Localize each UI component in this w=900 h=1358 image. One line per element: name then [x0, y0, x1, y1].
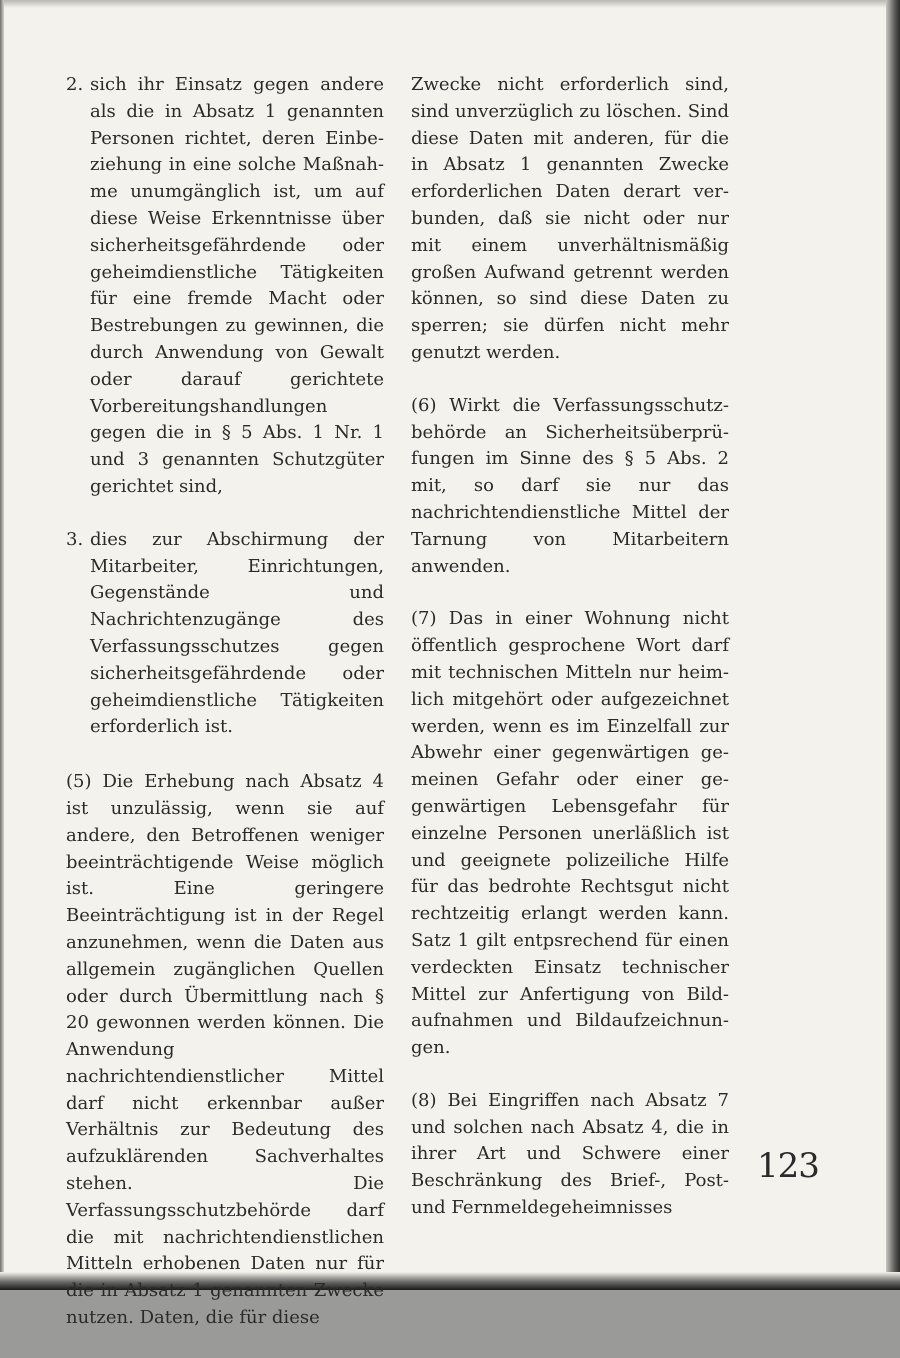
scan-top-shadow	[0, 0, 900, 8]
paragraph-5: (5) Die Erhebung nach Absatz 4 ist unzulässig, wenn sie auf andere, den Betroffenen weniger beeinträchtigende Weise möglich ist. Eine geringere Beeinträchtigung ist in der Regel anzunehmen, wenn die Daten aus allgemein zugänglichen Quellen oder durch Übermittlung nach § 20 gewonnen werden können. Die Anwendung nachrichtendienstlicher Mittel darf nicht erkennbar außer Verhältnis zur Bedeutung des aufzuklärenden Sachverhaltes stehen. Die Verfassungsschutzbehörde darf die mit nachrichtendienstlichen Mitteln erhobenen Daten nur für die in Absatz 1 genannten Zwecke nutzen. Daten, die für diese	[66, 771, 384, 1329]
paragraph-8: (8) Bei Eingriffen nach Absatz 7 und solchen nach Absatz 4, die in ihrer Art und Schwere einer Beschränkung des Brief-, Post- und Fernmeldegeheimnisses	[411, 1089, 729, 1219]
list-item-3	[66, 527, 384, 741]
book-spine-shadow	[886, 0, 900, 1290]
list-item-number: 2.	[66, 74, 84, 95]
list-item-number: 3.	[66, 528, 84, 550]
paragraph-7: (7) Das in einer Wohnung nicht öffentlich gesprochene Wort darf mit technischen Mitteln nur heimlich mitgehört oder aufgezeichnet werden, wenn es im Einzelfall zur Abwehr einer gegenwärtigen gemeinen Gefahr oder einer gegenwärtigen Lebensgefahr für einzelne Personen unerläßlich ist und geeignete polizeiliche Hilfe für das bedrohte Rechtsgut nicht rechtzeitig erlangt werden kann. Satz 1 gilt entpsrechend für einen verdeckten Einsatz technischer Mittel zur Anfertigung von Bildaufnahmen und Bildaufzeichnungen.	[411, 608, 729, 1059]
list-item-2	[66, 72, 384, 501]
paragraph-6: (6) Wirkt die Verfassungsschutzbehörde an Sicherheitsüberprüfungen im Sinne des § 5 Abs. 2 mit, so darf sie nur das nachrichtendienstliche Mittel der Tarnung von Mitarbeitern anwenden.	[411, 394, 729, 577]
scan-left-shadow	[0, 0, 4, 1290]
left-text-column	[66, 72, 384, 1358]
paragraph-5-continued: Zwecke nicht erforderlich sind, sind unverzüglich zu löschen. Sind diese Daten mit anderen, für die in Absatz 1 genannten Zwecke erforderlichen Daten derart verbunden, daß sie nicht oder nur mit einem unverhältnismäßig großen Aufwand getrennt werden können, so sind diese Daten zu sperren; sie dürfen nicht mehr genutzt werden.	[411, 74, 729, 363]
list-item-text: dies zur Abschirmung der Mitarbeiter, Einrichtungen, Gegenstände und Nachrichtenzugänge des Verfassungsschutzes gegen sicherheitsgefährdende oder geheimdienstliche Tätigkeiten erforderlich ist.	[90, 528, 384, 738]
page-number: 123	[757, 1146, 819, 1186]
list-item-text: sich ihr Einsatz gegen andere als die in Absatz 1 genannten Personen richtet, deren Einbeziehung in eine solche Maßnahme unumgänglich ist, um auf diese Weise Erkenntnisse über sicherheitsgefährdende oder geheimdienstliche Tätigkeiten für eine fremde Macht oder Bestrebungen zu gewinnen, die durch Anwendung von Gewalt oder darauf gerichtete Vorbereitungshandlungen gegen die in § 5 Abs. 1 Nr. 1 und 3 genannten Schutzgüter gerichtet sind,	[90, 74, 384, 497]
right-text-column	[411, 72, 729, 1248]
